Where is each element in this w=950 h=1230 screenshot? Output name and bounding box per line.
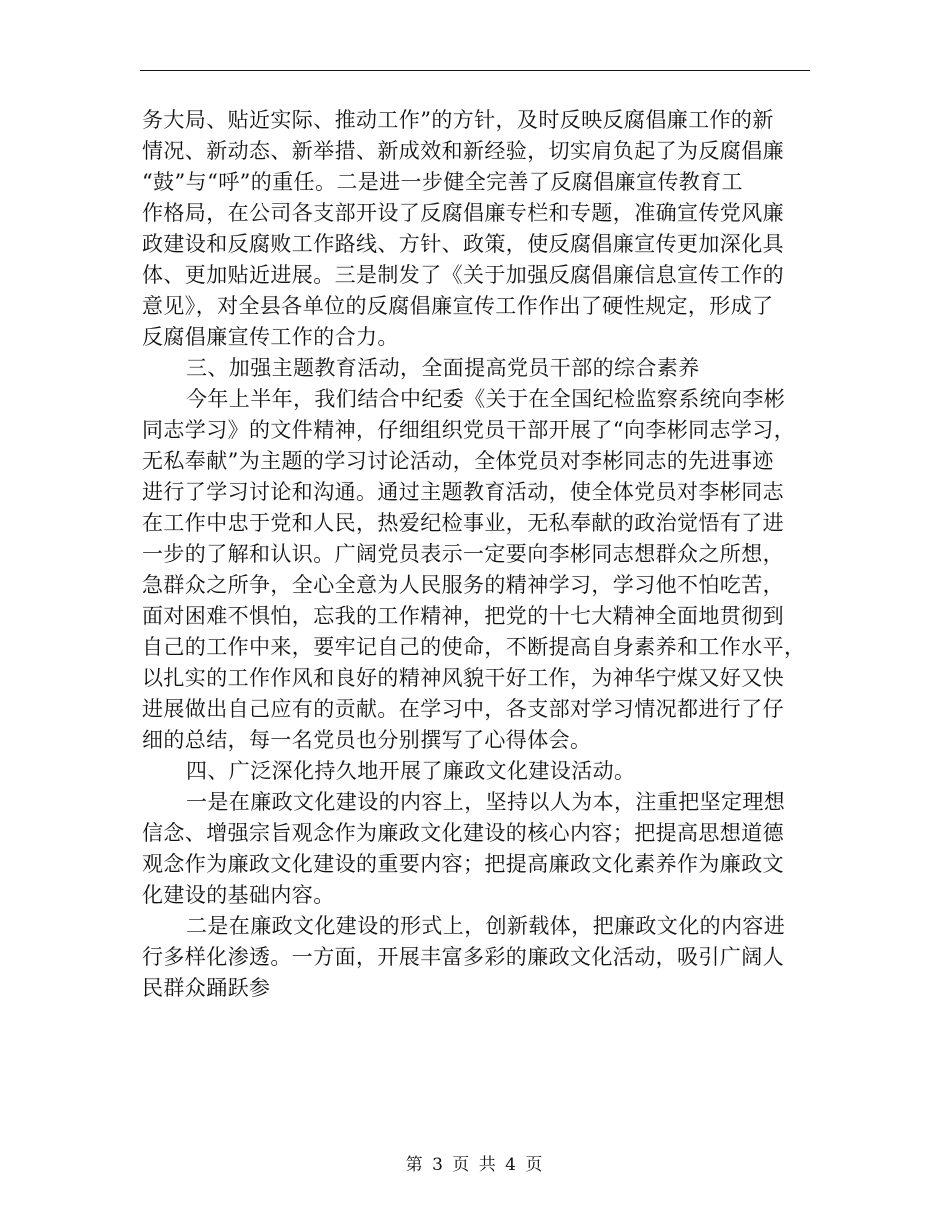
text-line: 行多样化渗透。一方面，开展丰富多彩的廉政文化活动，吸引广阔人	[142, 945, 784, 969]
text-line: 务大局、贴近实际、推动工作”的方针，及时反映反腐倡廉工作的新	[142, 108, 774, 132]
text-line: 观念作为廉政文化建设的重要内容；把提高廉政文化素养作为廉政文	[142, 852, 784, 876]
text-line: 信念、增强宗旨观念作为廉政文化建设的核心内容；把提高思想道德	[142, 821, 784, 845]
text-line: 进行了学习讨论和沟通。通过主题教育活动，使全体党员对李彬同志	[142, 480, 784, 504]
text-line: 进展做出自己应有的贡献。在学习中，各支部对学习情况都进行了仔	[142, 697, 784, 721]
text-line: 民群众踊跃参	[142, 976, 271, 1000]
text-line: 体、更加贴近进展。三是制发了《关于加强反腐倡廉信息宣传工作的	[142, 263, 784, 287]
text-line: 今年上半年，我们结合中纪委《关于在全国纪检监察系统向李彬	[186, 387, 786, 411]
text-line: 意见》，对全县各单位的反腐倡廉宣传工作作出了硬性规定，形成了	[142, 294, 774, 318]
text-line: 反腐倡廉宣传工作的合力。	[142, 325, 399, 349]
text-line: 细的总结，每一名党员也分别撰写了心得体会。	[142, 728, 592, 752]
text-line: 急群众之所争，全心全意为人民服务的精神学习，学习他不怕吃苦，	[142, 573, 784, 597]
section-heading: 四、广泛深化持久地开展了廉政文化建设活动。	[186, 759, 636, 783]
text-line: 作格局，在公司各支部开设了反腐倡廉专栏和专题，准确宣传党风廉	[142, 201, 784, 225]
text-line: 化建设的基础内容。	[142, 883, 335, 907]
page-number-footer: 第 3 页 共 4 页	[405, 1155, 545, 1175]
section-heading: 三、加强主题教育活动，全面提高党员干部的综合素养	[186, 356, 700, 380]
text-line: 以扎实的工作作风和良好的精神风貌干好工作，为神华宁煤又好又快	[142, 666, 784, 690]
text-line: 自己的工作中来，要牢记自己的使命，不断提高自身素养和工作水平，	[142, 635, 806, 659]
text-line: 政建设和反腐败工作路线、方针、政策，使反腐倡廉宣传更加深化具	[142, 232, 784, 256]
text-line: 一是在廉政文化建设的内容上，坚持以人为本，注重把坚定理想	[186, 790, 786, 814]
text-line: 在工作中忠于党和人民，热爱纪检事业，无私奉献的政治觉悟有了进	[142, 511, 784, 535]
header-rule	[140, 70, 810, 71]
text-line: “鼓”与“呼”的重任。二是进一步健全完善了反腐倡廉宣传教育工	[142, 170, 743, 194]
text-line: 无私奉献”为主题的学习讨论活动，全体党员对李彬同志的先进事迹	[142, 449, 774, 473]
text-line: 一步的了解和认识。广阔党员表示一定要向李彬同志想群众之所想，	[142, 542, 784, 566]
text-line: 面对困难不惧怕，忘我的工作精神，把党的十七大精神全面地贯彻到	[142, 604, 784, 628]
text-line: 情况、新动态、新举措、新成效和新经验，切实肩负起了为反腐倡廉	[142, 139, 784, 163]
text-line: 同志学习》的文件精神，仔细组织党员干部开展了“向李彬同志学习，	[142, 418, 796, 442]
document-body	[142, 105, 810, 1004]
text-line: 二是在廉政文化建设的形式上，创新载体，把廉政文化的内容进	[186, 914, 786, 938]
